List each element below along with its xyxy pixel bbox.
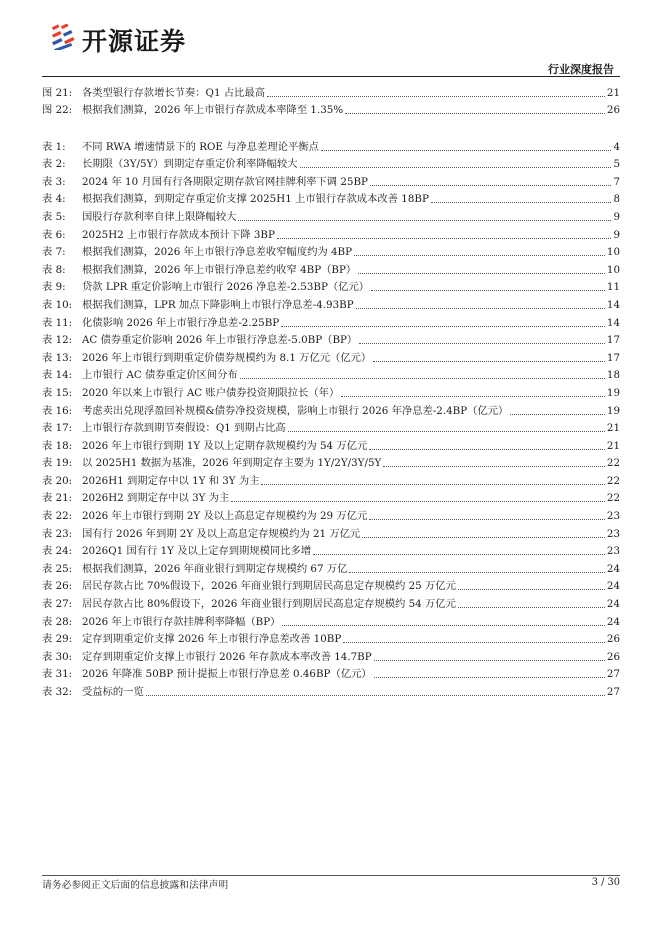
table-page-number: 19 [606, 404, 620, 417]
table-entry[interactable] [42, 505, 620, 523]
table-page-number: 26 [606, 650, 620, 663]
table-title: 上市银行 AC 债券重定价区间分布 [82, 369, 238, 382]
table-title: 居民存款占比 70%假设下，2026 年商业银行到期居民高息定存规模约 25 万亿元 [82, 580, 456, 593]
table-page-number: 7 [613, 175, 620, 188]
table-entry[interactable] [42, 681, 620, 699]
table-label: 表 23: [42, 527, 73, 540]
table-label: 表 14: [42, 369, 73, 382]
table-page-number: 23 [606, 545, 620, 558]
table-entry[interactable] [42, 541, 620, 559]
leader-dots [356, 308, 605, 309]
table-label: 表 24: [42, 545, 73, 558]
leader-dots [383, 466, 605, 467]
table-page-number: 4 [613, 140, 620, 153]
leader-dots [369, 519, 605, 520]
table-entry[interactable] [42, 629, 620, 647]
table-label: 表 12: [42, 334, 73, 347]
table-entry[interactable] [42, 294, 620, 312]
table-entry[interactable] [42, 523, 620, 541]
table-page-number: 18 [606, 369, 620, 382]
leader-dots [146, 695, 605, 696]
leader-dots [358, 273, 605, 274]
table-page-number: 24 [606, 615, 620, 628]
table-label: 表 2: [42, 158, 66, 171]
table-entry[interactable] [42, 646, 620, 664]
table-label: 表 7: [42, 246, 66, 259]
table-title: 2026 年上市银行到期 1Y 及以上定期存款规模约为 54 万亿元 [82, 439, 368, 452]
table-page-number: 27 [606, 668, 620, 681]
table-label: 表 5: [42, 210, 66, 223]
figure-page-number: 21 [606, 86, 620, 99]
report-type-label: 行业深度报告 [548, 63, 614, 76]
figure-label: 图 21: [42, 86, 73, 99]
leader-dots [341, 396, 605, 397]
leader-dots [313, 554, 605, 555]
table-page-number: 17 [606, 334, 620, 347]
table-title: 2026 年降准 50BP 预计提振上市银行净息差 0.46BP（亿元） [82, 668, 372, 681]
table-label: 表 9: [42, 281, 66, 294]
table-entry[interactable] [42, 242, 620, 260]
table-title: 2026H2 到期定存中以 3Y 为主 [82, 492, 230, 505]
leader-dots [343, 642, 605, 643]
table-page-number: 14 [606, 298, 620, 311]
figure-entry[interactable] [42, 82, 620, 100]
figure-entry[interactable] [42, 100, 620, 118]
table-entry[interactable] [42, 154, 620, 172]
leader-dots [374, 677, 605, 678]
table-page-number: 11 [606, 281, 620, 294]
table-label: 表 19: [42, 457, 73, 470]
table-label: 表 16: [42, 404, 73, 417]
table-label: 表 29: [42, 633, 73, 646]
table-title: 根据我们测算，LPR 加点下降影响上市银行净息差-4.93BP [82, 298, 354, 311]
table-label: 表 10: [42, 298, 73, 311]
figure-title: 根据我们测算，2026 年上市银行存款成本率降至 1.35% [82, 104, 344, 117]
table-page-number: 26 [606, 633, 620, 646]
leader-dots [510, 414, 605, 415]
table-label: 表 25: [42, 562, 73, 575]
table-title: 化债影响 2026 年上市银行净息差-2.25BP [82, 316, 280, 329]
leader-dots [281, 326, 605, 327]
table-title: 居民存款占比 80%假设下，2026 年商业银行到期居民高息定存规模约 54 万亿元 [82, 598, 456, 611]
leader-dots [345, 113, 605, 114]
table-title: 长期限（3Y/5Y）到期定存重定价利率降幅较大 [82, 158, 298, 171]
table-entry[interactable] [42, 558, 620, 576]
leader-dots [231, 501, 605, 502]
table-title: 2026 年上市银行存款挂牌利率降幅（BP） [82, 615, 281, 628]
table-title: 定存到期重定价支撑 2026 年上市银行净息差改善 10BP [82, 633, 342, 646]
table-page-number: 27 [606, 686, 620, 698]
table-title: 2026 年上市银行到期重定价债券规模约为 8.1 万亿元（亿元） [82, 351, 372, 364]
table-title: 2020 年以来上市银行 AC 账户债券投资期限拉长（年） [82, 386, 340, 399]
table-title: 国有行 2026 年到期 2Y 及以上高息定存规模约为 21 万亿元 [82, 527, 361, 540]
table-entry[interactable] [42, 611, 620, 629]
footer-divider [42, 875, 620, 876]
table-page-number: 22 [606, 457, 620, 470]
table-label: 表 1: [42, 140, 66, 153]
leader-dots [261, 484, 604, 485]
table-label: 表 22: [42, 510, 73, 523]
table-entry[interactable] [42, 576, 620, 594]
table-label: 表 6: [42, 228, 66, 241]
leader-dots [300, 167, 612, 168]
table-title: 根据我们测算，2026 年商业银行到期定存规模约 67 万亿 [82, 562, 348, 575]
leader-dots [288, 431, 605, 432]
table-page-number: 24 [606, 580, 620, 593]
table-page-number: 24 [606, 562, 620, 575]
leader-dots [369, 449, 605, 450]
table-title: 2026Q1 国有行 1Y 及以上定存到期规模同比多增 [82, 545, 312, 558]
leader-dots [267, 96, 605, 97]
table-label: 表 20: [42, 474, 73, 487]
page-number: 3 / 30 [591, 877, 620, 888]
table-entry[interactable] [42, 382, 620, 400]
table-page-number: 21 [606, 422, 620, 435]
table-entry[interactable] [42, 400, 620, 418]
table-entry[interactable] [42, 277, 620, 295]
table-title: AC 债券重定价影响 2026 年上市银行净息差-5.0BP（BP） [82, 334, 358, 347]
table-title: 不同 RWA 增速情景下的 ROE 与净息差理论平衡点 [82, 140, 319, 153]
leader-dots [282, 625, 604, 626]
table-entry[interactable] [42, 136, 620, 154]
leader-dots [321, 150, 612, 151]
leader-dots [238, 220, 611, 221]
leader-dots [458, 589, 605, 590]
leader-dots [458, 607, 605, 608]
table-title: 2025H2 上市银行存款成本预计下降 3BP [82, 228, 275, 241]
table-page-number: 14 [606, 316, 620, 329]
table-page-number: 24 [606, 598, 620, 611]
table-label: 表 28: [42, 615, 73, 628]
table-title: 贷款 LPR 重定价影响上市银行 2026 净息差-2.53BP（亿元） [82, 281, 370, 294]
kaiyuan-logo-icon [50, 24, 78, 50]
table-label: 表 27: [42, 598, 73, 611]
table-entry[interactable] [42, 189, 620, 207]
table-label: 表 3: [42, 175, 66, 188]
table-page-number: 21 [606, 439, 620, 452]
table-page-number: 22 [606, 492, 620, 505]
figure-label: 图 22: [42, 104, 73, 117]
table-title: 上市银行存款到期节奏假设：Q1 到期占比高 [82, 422, 286, 435]
table-label: 表 15: [42, 386, 73, 399]
table-title: 以 2025H1 数据为基准，2026 年到期定存主要为 1Y/2Y/3Y/5Y [82, 457, 382, 470]
table-page-number: 10 [606, 263, 620, 276]
table-page-number: 19 [606, 386, 620, 399]
table-label: 表 4: [42, 193, 66, 206]
table-page-number: 9 [613, 228, 620, 241]
table-entry[interactable] [42, 593, 620, 611]
table-entry[interactable] [42, 206, 620, 224]
figure-title: 各类型银行存款增长节奏：Q1 占比最高 [82, 86, 266, 99]
table-entry[interactable] [42, 347, 620, 365]
leader-dots [349, 572, 605, 573]
table-entry[interactable] [42, 330, 620, 348]
company-name: 开源证券 [82, 27, 187, 56]
table-entry[interactable] [42, 488, 620, 506]
leader-dots [370, 185, 612, 186]
table-page-number: 23 [606, 527, 620, 540]
table-page-number: 23 [606, 510, 620, 523]
table-label: 表 13: [42, 351, 73, 364]
table-title: 2026H1 到期定存中以 1Y 和 3Y 为主 [82, 474, 260, 487]
table-entry[interactable] [42, 259, 620, 277]
page-header [0, 0, 662, 80]
table-title: 国股行存款利率自律上限降幅较大 [82, 210, 237, 223]
table-label: 表 17: [42, 422, 73, 435]
table-label: 表 32: [42, 686, 73, 698]
table-title: 2026 年上市银行到期 2Y 及以上高息定存规模约为 29 万亿元 [82, 510, 368, 523]
table-label: 表 18: [42, 439, 73, 452]
table-entry[interactable] [42, 470, 620, 488]
table-page-number: 9 [613, 210, 620, 223]
table-index-list [42, 136, 620, 699]
table-page-number: 5 [613, 158, 620, 171]
table-label: 表 8: [42, 263, 66, 276]
figure-page-number: 26 [606, 104, 620, 117]
table-entry[interactable] [42, 418, 620, 436]
figure-index-list [42, 82, 620, 117]
table-entry[interactable] [42, 435, 620, 453]
leader-dots [354, 255, 605, 256]
table-entry[interactable] [42, 224, 620, 242]
table-label: 表 31: [42, 668, 73, 681]
header-divider [42, 76, 620, 77]
leader-dots [277, 238, 612, 239]
table-entry[interactable] [42, 365, 620, 383]
table-page-number: 22 [606, 474, 620, 487]
leader-dots [240, 378, 605, 379]
table-title: 根据我们测算，2026 年上市银行净息差约收窄 4BP（BP） [82, 263, 357, 276]
table-page-number: 8 [613, 193, 620, 206]
leader-dots [373, 361, 605, 362]
leader-dots [359, 343, 605, 344]
table-label: 表 26: [42, 580, 73, 593]
table-entry[interactable] [42, 664, 620, 682]
table-title: 2024 年 10 月国有行各期限定期存款官网挂牌利率下调 25BP [82, 175, 368, 188]
table-title: 受益标的一览 [82, 686, 144, 698]
table-title: 考虑卖出兑现浮盈回补规模&债券净投资规模，影响上市银行 2026 年净息差-2.4BP（亿元） [82, 404, 509, 417]
table-title: 定存到期重定价支撑上市银行 2026 年存款成本率改善 14.7BP [82, 650, 372, 663]
table-entry[interactable] [42, 312, 620, 330]
table-label: 表 11: [42, 316, 73, 329]
table-entry[interactable] [42, 171, 620, 189]
table-label: 表 30: [42, 650, 73, 663]
table-page-number: 10 [606, 246, 620, 259]
leader-dots [362, 537, 605, 538]
leader-dots [371, 290, 605, 291]
table-label: 表 21: [42, 492, 73, 505]
leader-dots [431, 202, 612, 203]
table-title: 根据我们测算，2026 年上市银行净息差收窄幅度约为 4BP [82, 246, 353, 259]
footer-disclaimer: 请务必参阅正文后面的信息披露和法律声明 [42, 880, 229, 891]
leader-dots [374, 660, 605, 661]
table-page-number: 17 [606, 351, 620, 364]
table-title: 根据我们测算，到期定存重定价支撑 2025H1 上市银行存款成本改善 18BP [82, 193, 429, 206]
table-entry[interactable] [42, 453, 620, 471]
